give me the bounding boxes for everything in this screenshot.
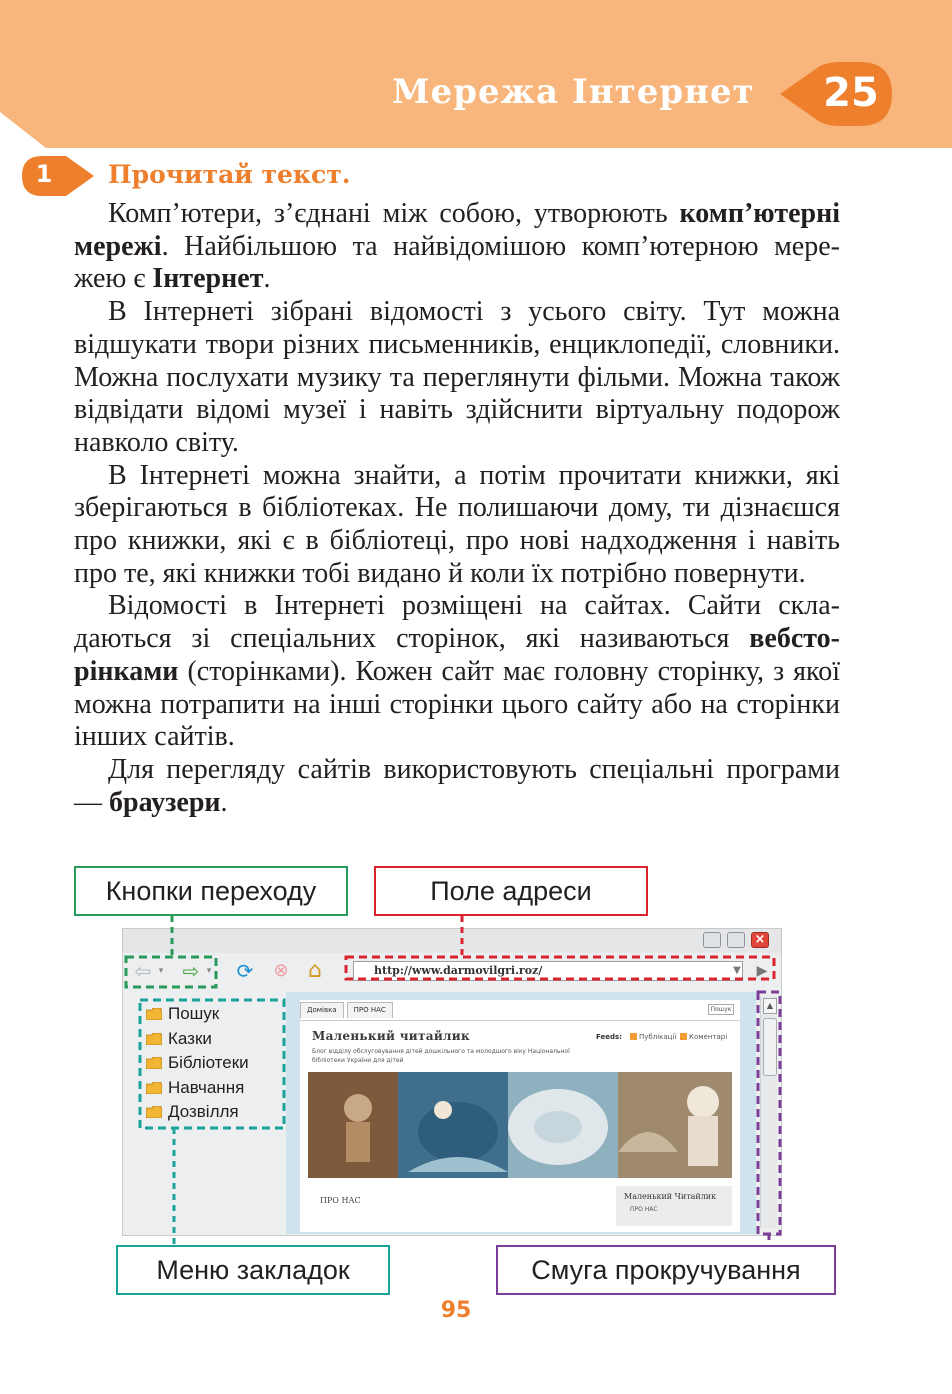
site-sidebar-box: [616, 1186, 732, 1226]
text-run: .: [220, 786, 228, 818]
back-dropdown-icon[interactable]: ▾: [158, 966, 164, 976]
site-subtitle: Блог відділу обслуговування дітей дошкільного та молодшого віку Національної бібліотеки України для дітей: [312, 1048, 570, 1064]
scrollbar[interactable]: [760, 996, 777, 1228]
site-feeds-label: Feeds:: [596, 1033, 622, 1041]
bookmark-learning[interactable]: [146, 1076, 282, 1101]
site-header: [300, 1020, 740, 1073]
forward-arrow-icon[interactable]: ⇨: [182, 959, 200, 983]
site-tab-about[interactable]: ПРО НАС: [347, 1002, 393, 1018]
site-feed-posts[interactable]: [630, 1033, 676, 1041]
rss-icon: [630, 1033, 637, 1040]
browser-toolbar: [123, 957, 781, 987]
site-title[interactable]: Маленький читайлик: [312, 1029, 470, 1043]
bookmarks-menu: [146, 1002, 282, 1125]
term-webpages: вебсторінками: [74, 623, 840, 687]
minimize-icon[interactable]: [703, 932, 721, 948]
text-run: .: [263, 263, 271, 295]
forward-dropdown-icon[interactable]: ▾: [206, 966, 212, 976]
bookmark-label: Казки: [168, 1028, 212, 1048]
task-number: 1: [35, 160, 53, 188]
site-search-button[interactable]: Пошук: [708, 1004, 734, 1015]
text-run: Комп’ютери, з’єднані між собою, утворюють: [108, 198, 680, 229]
page-number: 95: [440, 1298, 472, 1323]
folder-icon: [146, 1106, 162, 1118]
task-title: Прочитай текст.: [108, 160, 351, 189]
paragraph-4: [74, 590, 840, 754]
term-internet: Інтернет: [152, 263, 264, 295]
lesson-number: 25: [823, 70, 879, 116]
home-icon[interactable]: ⌂: [308, 958, 322, 983]
text-run: (сторінками). Кожен сайт має головну сторінку, з якої можна потрапити на інші сторінки цього сайту або на сторінки інших сайтів.: [74, 655, 840, 753]
callout-scrollbar: Смуга прокручування: [496, 1245, 836, 1295]
site-feed-comments[interactable]: [680, 1033, 727, 1041]
term-browsers: браузери: [109, 786, 221, 818]
address-dropdown-icon[interactable]: ▼: [733, 965, 741, 976]
back-arrow-icon[interactable]: ⇦: [134, 959, 152, 983]
site-tabs: [300, 1002, 396, 1018]
paragraph-2: В Інтернеті зібрані відомості з усього світу. Тут можна відшукати твори різних письменників, енциклопедії, словники. Можна послухати музику та переглянути фільми. Можна також відвідати відомі музеї і навіть здійснити віртуальну подорож навколо світу.: [74, 296, 840, 458]
scroll-up-icon[interactable]: ▲: [763, 998, 777, 1014]
bookmark-label: Навчання: [168, 1077, 245, 1097]
bookmark-libraries[interactable]: [146, 1051, 282, 1076]
bookmark-label: Бібліотеки: [168, 1053, 249, 1073]
address-field[interactable]: http://www.darmovilgri.roz/: [353, 961, 743, 981]
paragraph-3: В Інтернеті можна знайти, а потім прочитати книжки, які зберігаються в бібліотеках. Не полишаючи дому, ти дізнаєшся про книжки, які є в бібліотеці, про нові надходження і навіть про те, які книжки тобі видано й коли їх потрібно повернути.: [74, 459, 840, 589]
paragraph-1: [74, 198, 840, 296]
bookmark-tales[interactable]: [146, 1027, 282, 1052]
webpage-view: [286, 992, 756, 1234]
site-about-link[interactable]: ПРО НАС: [320, 1196, 361, 1205]
site-sidebar-title: Маленький Читайлик: [624, 1192, 717, 1201]
site-sidebar-link[interactable]: ПРО НАС: [630, 1206, 658, 1213]
text-run: Для перегляду сайтів використовують спеціальні програми —: [74, 753, 840, 818]
folder-icon: [146, 1057, 162, 1069]
bookmark-label: Пошук: [168, 1004, 220, 1024]
text-run: Відомості в Інтернеті розміщені на сайтах. Сайти складаються зі спеціальних сторінок, які називаються: [74, 590, 840, 655]
body-text: [74, 198, 840, 819]
folder-icon: [146, 1008, 162, 1020]
bookmark-search[interactable]: [146, 1002, 282, 1027]
scroll-thumb[interactable]: [763, 1018, 777, 1076]
text-run: . Найбільшою та найвідомішою комп’ютерною мережею є: [74, 230, 840, 295]
folder-icon: [146, 1082, 162, 1094]
maximize-icon[interactable]: [727, 932, 745, 948]
callout-bookmarks-menu: Меню закладок: [116, 1245, 390, 1295]
site-tab-home[interactable]: Домівка: [300, 1002, 344, 1018]
close-icon[interactable]: ×: [751, 932, 769, 948]
browser-titlebar: [123, 929, 781, 953]
stop-icon[interactable]: ⊗: [273, 960, 289, 981]
callout-address-field: Поле адреси: [374, 866, 648, 916]
folder-icon: [146, 1033, 162, 1045]
webpage-content: [300, 1000, 740, 1232]
bookmark-label: Дозвілля: [168, 1102, 239, 1122]
feed-label: Коментарі: [689, 1033, 728, 1041]
bookmark-leisure[interactable]: [146, 1100, 282, 1125]
term-computer-networks: комп’ютерні мережі: [74, 198, 840, 262]
feed-label: Публікації: [639, 1033, 677, 1041]
lesson-title: Мережа Інтернет: [392, 72, 755, 112]
rss-icon: [680, 1033, 687, 1040]
paragraph-5: [74, 754, 840, 819]
site-banner-image: [308, 1072, 732, 1178]
refresh-icon[interactable]: ⟳: [236, 959, 254, 983]
callout-navigation-buttons: Кнопки переходу: [74, 866, 348, 916]
go-icon[interactable]: ▶: [756, 963, 768, 979]
